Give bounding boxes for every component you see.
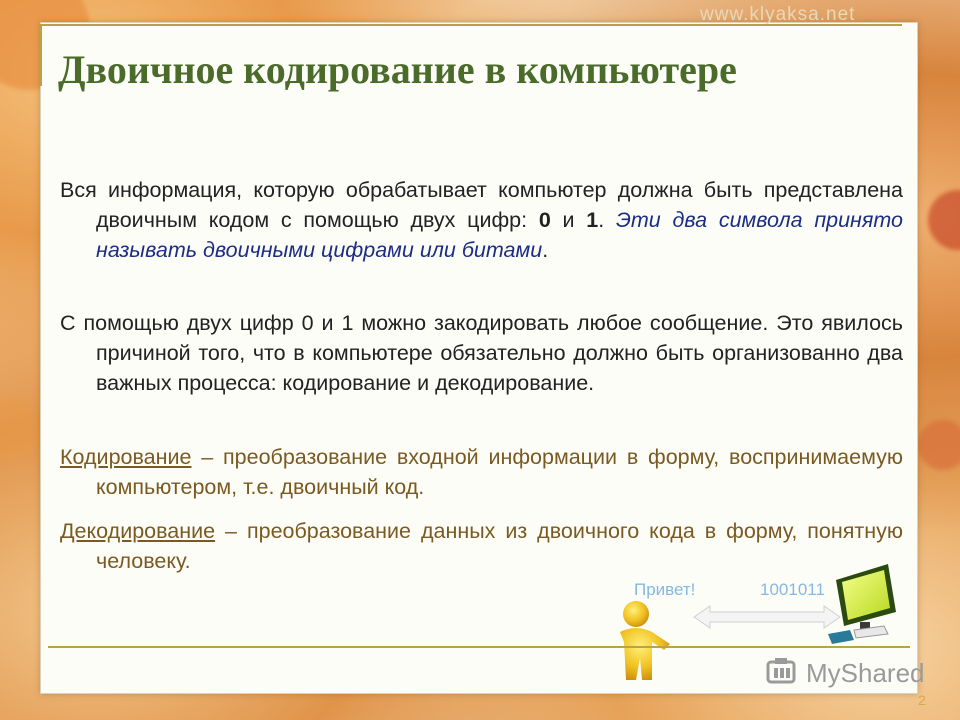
brand-logo <box>766 656 925 690</box>
page-number: 2 <box>918 692 926 708</box>
brand-name: MyShared <box>806 657 925 688</box>
digit-one: 1 <box>586 208 599 232</box>
person-icon <box>606 598 676 683</box>
paragraph-decoding-definition <box>60 516 903 576</box>
bottom-divider <box>48 646 910 648</box>
period: . <box>598 208 616 232</box>
hello-label: Привет! <box>634 580 696 599</box>
paragraph-encoding-processes: С помощью двух цифр 0 и 1 можно закодировать любое сообщение. Это явилось причиной того, что в компьютере обязательно должно быть организованно два важных процесса: кодирование и декодирование. <box>60 311 903 395</box>
bits-definition: Эти два символа принято называть двоичными цифрами или битами <box>96 208 904 262</box>
paragraph-binary-representation <box>60 175 903 265</box>
watermark-url: www.klyaksa.net <box>700 4 856 25</box>
conjunction: и <box>550 208 587 232</box>
decorative-background-blob <box>918 420 960 470</box>
term-decoding: Декодирование <box>60 519 216 543</box>
definition-encoding: – преобразование входной информации в форму, воспринимаемую компьютером, т.е. двоичный код. <box>96 445 903 499</box>
paragraph1-text: Вся информация, которую обрабатывает компьютер должна быть представлена двоичным кодом с помощью двух цифр: <box>60 178 903 232</box>
digit-zero: 0 <box>538 208 551 232</box>
double-arrow-icon <box>692 604 842 630</box>
period: . <box>542 238 549 262</box>
definition-decoding: – преобразование данных из двоичного кода в форму, понятную человеку. <box>96 519 903 573</box>
binary-label: 1001011 <box>760 580 825 599</box>
paragraph-encoding-definition <box>60 442 903 502</box>
myshared-logo-icon <box>766 656 800 690</box>
slide-title: Двоичное кодирование в компьютере <box>58 47 737 92</box>
decorative-background-blob <box>0 400 40 460</box>
decorative-background-blob <box>928 190 960 250</box>
computer-monitor-icon <box>826 560 906 646</box>
left-divider <box>40 24 42 86</box>
term-encoding: Кодирование <box>60 445 192 469</box>
